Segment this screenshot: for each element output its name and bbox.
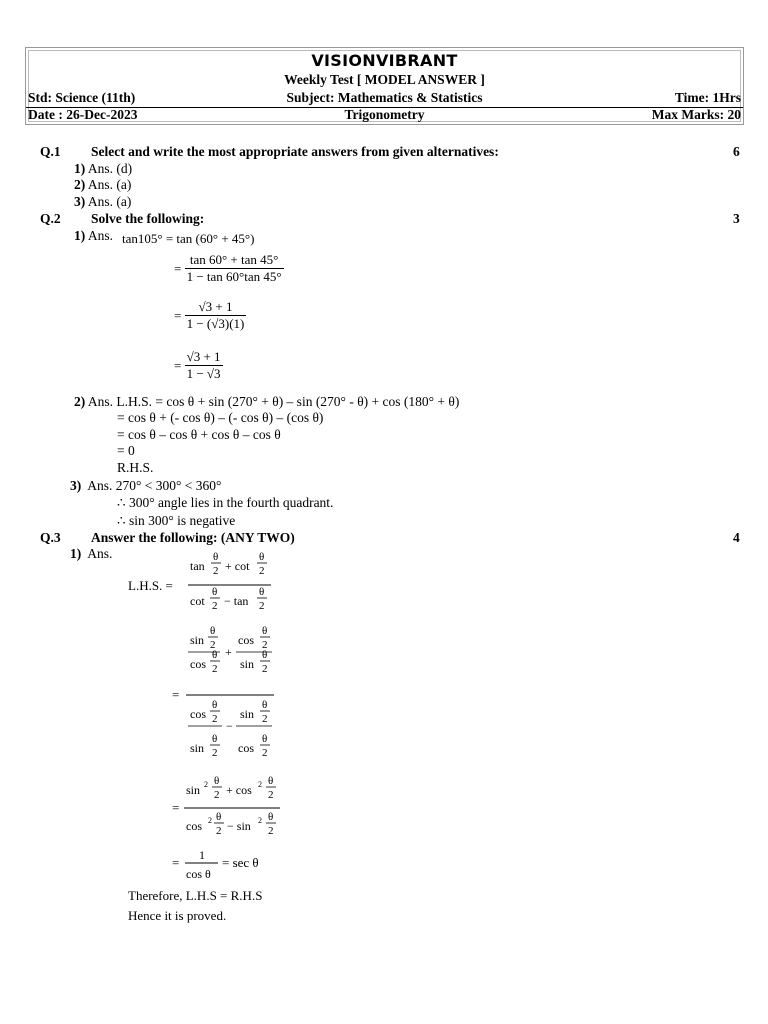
q2-a2-line4: = 0 — [117, 443, 135, 458]
q1-answer-2: 2) Ans. (a) — [74, 177, 132, 192]
q1-answer-3: 3) Ans. (a) — [74, 194, 132, 209]
svg-text:2: 2 — [204, 780, 208, 789]
svg-text:sin: sin — [240, 707, 255, 721]
date-label: Date : 26-Dec-2023 — [28, 107, 138, 122]
svg-text:θ: θ — [212, 586, 218, 598]
max-marks-label: Max Marks: 20 — [651, 107, 741, 122]
svg-text:θ: θ — [212, 733, 218, 745]
svg-text:cos: cos — [190, 707, 206, 721]
svg-text:=: = — [172, 800, 180, 815]
q1-marks: 6 — [733, 144, 740, 159]
q3-step3-formula — [170, 772, 290, 847]
svg-text:2: 2 — [262, 663, 268, 675]
q3-marks: 4 — [733, 530, 740, 545]
svg-text:2: 2 — [258, 780, 262, 789]
svg-text:θ: θ — [216, 811, 222, 823]
q1-title: Select and write the most appropriate answers from given alternatives: — [91, 144, 499, 159]
q3-step3 — [170, 772, 290, 851]
svg-text:L.H.S. =: L.H.S. = — [128, 578, 173, 593]
svg-text:tan: tan — [190, 559, 205, 573]
svg-text:−: − — [226, 719, 233, 733]
q3-proved: Hence it is proved. — [128, 908, 227, 923]
q3-step1 — [128, 548, 288, 626]
svg-text:2: 2 — [262, 747, 268, 759]
svg-text:sin: sin — [190, 633, 205, 647]
svg-text:cos: cos — [238, 633, 254, 647]
time-label: Time: 1Hrs — [674, 90, 741, 105]
q2-number: Q.2 — [40, 211, 61, 226]
svg-text:θ: θ — [262, 699, 268, 711]
q1-number: Q.1 — [40, 144, 61, 159]
svg-text:sin: sin — [186, 783, 201, 797]
q3-step4-formula — [170, 846, 280, 886]
q3-number: Q.3 — [40, 530, 61, 545]
svg-text:− tan: − tan — [224, 594, 249, 608]
svg-text:cos: cos — [186, 819, 202, 833]
svg-text:θ: θ — [268, 811, 274, 823]
topic-label: Trigonometry — [344, 107, 425, 122]
q2-a2-line3: = cos θ – cos θ + cos θ – cos θ — [117, 427, 281, 442]
svg-text:2: 2 — [259, 565, 265, 577]
svg-text:cos θ: cos θ — [186, 867, 211, 881]
svg-text:2: 2 — [214, 789, 220, 801]
svg-text:1: 1 — [199, 848, 205, 862]
q3-therefore: Therefore, L.H.S = R.H.S — [128, 888, 263, 903]
svg-text:2: 2 — [258, 816, 262, 825]
q2-a2-line1: 2) Ans. L.H.S. = cos θ + sin (270° + θ) – sin (270° - θ) + cos (180° + θ) — [74, 394, 460, 409]
svg-text:θ: θ — [214, 775, 220, 787]
svg-text:θ: θ — [268, 775, 274, 787]
q2-a1-label: 1) Ans. — [74, 228, 114, 243]
svg-text:θ: θ — [259, 551, 265, 563]
svg-text:cos: cos — [190, 657, 206, 671]
svg-text:= sec θ: = sec θ — [222, 855, 259, 870]
svg-text:θ: θ — [212, 699, 218, 711]
svg-text:2: 2 — [268, 825, 274, 837]
svg-text:2: 2 — [213, 565, 219, 577]
q2-marks: 3 — [733, 211, 740, 226]
q2-title: Solve the following: — [91, 211, 205, 226]
svg-text:2: 2 — [212, 600, 218, 612]
std-label: Std: Science (11th) — [28, 90, 136, 105]
svg-text:+ cot: + cot — [225, 559, 250, 573]
svg-text:θ: θ — [210, 625, 216, 637]
q3-step4 — [170, 846, 280, 890]
header-box — [25, 47, 744, 125]
q2-a2-line5: R.H.S. — [117, 460, 154, 475]
svg-text:=: = — [172, 687, 180, 702]
svg-text:2: 2 — [262, 713, 268, 725]
q2-a1-step4: = $\frac{√3 + 1}{1 - √3}$ — [174, 349, 221, 381]
svg-text:θ: θ — [212, 649, 218, 661]
svg-text:+: + — [225, 645, 232, 659]
svg-text:2: 2 — [259, 600, 265, 612]
q2-a2-line2: = cos θ + (- cos θ) – (- cos θ) – (cos θ) — [117, 410, 324, 425]
subject-label: Subject: Mathematics & Statistics — [286, 90, 483, 105]
q3-step2 — [170, 622, 290, 776]
svg-text:sin: sin — [240, 657, 255, 671]
svg-text:θ: θ — [262, 625, 268, 637]
svg-text:cot: cot — [190, 594, 205, 608]
svg-text:− sin: − sin — [227, 819, 251, 833]
brand-title: VISIONVIBRANT — [311, 51, 458, 70]
svg-text:2: 2 — [268, 789, 274, 801]
svg-text:2: 2 — [216, 825, 222, 837]
q3-step2-formula — [170, 622, 290, 772]
svg-text:θ: θ — [262, 733, 268, 745]
svg-text:θ: θ — [213, 551, 219, 563]
q3-title: Answer the following: (ANY TWO) — [91, 530, 295, 545]
q2-a1-step2: = $\frac{\tan 60^\circ + \tan 45^\circ}{1 - \tan 60^\circ\tan 45^\circ}$ — [174, 252, 282, 284]
svg-text:2: 2 — [210, 639, 216, 651]
q2-a3-line1: 3) Ans. 270° < 300° < 360° — [70, 478, 222, 493]
svg-text:2: 2 — [212, 713, 218, 725]
q2-a3-line2: ∴ 300° angle lies in the fourth quadrant. — [117, 495, 334, 510]
svg-text:2: 2 — [212, 663, 218, 675]
svg-text:θ: θ — [262, 649, 268, 661]
svg-text:sin: sin — [190, 741, 205, 755]
q3-step1-formula — [128, 548, 288, 622]
test-title: Weekly Test [ MODEL ANSWER ] — [284, 72, 485, 87]
q3-a1-label: 1) Ans. — [70, 546, 113, 561]
svg-text:2: 2 — [262, 639, 268, 651]
svg-text:=: = — [172, 855, 180, 870]
q2-a1-line1: tan105° = tan (60° + 45°) — [122, 231, 255, 246]
q2-a1-step3: = $\frac{√3 + 1}{1 - (√3)(1)}$ — [174, 299, 245, 331]
q1-answer-1: 1) Ans. (d) — [74, 161, 133, 176]
svg-text:2: 2 — [212, 747, 218, 759]
svg-text:cos: cos — [238, 741, 254, 755]
svg-text:2: 2 — [208, 816, 212, 825]
svg-text:θ: θ — [259, 586, 265, 598]
q2-a3-line3: ∴ sin 300° is negative — [117, 513, 236, 528]
svg-text:+ cos: + cos — [226, 783, 252, 797]
